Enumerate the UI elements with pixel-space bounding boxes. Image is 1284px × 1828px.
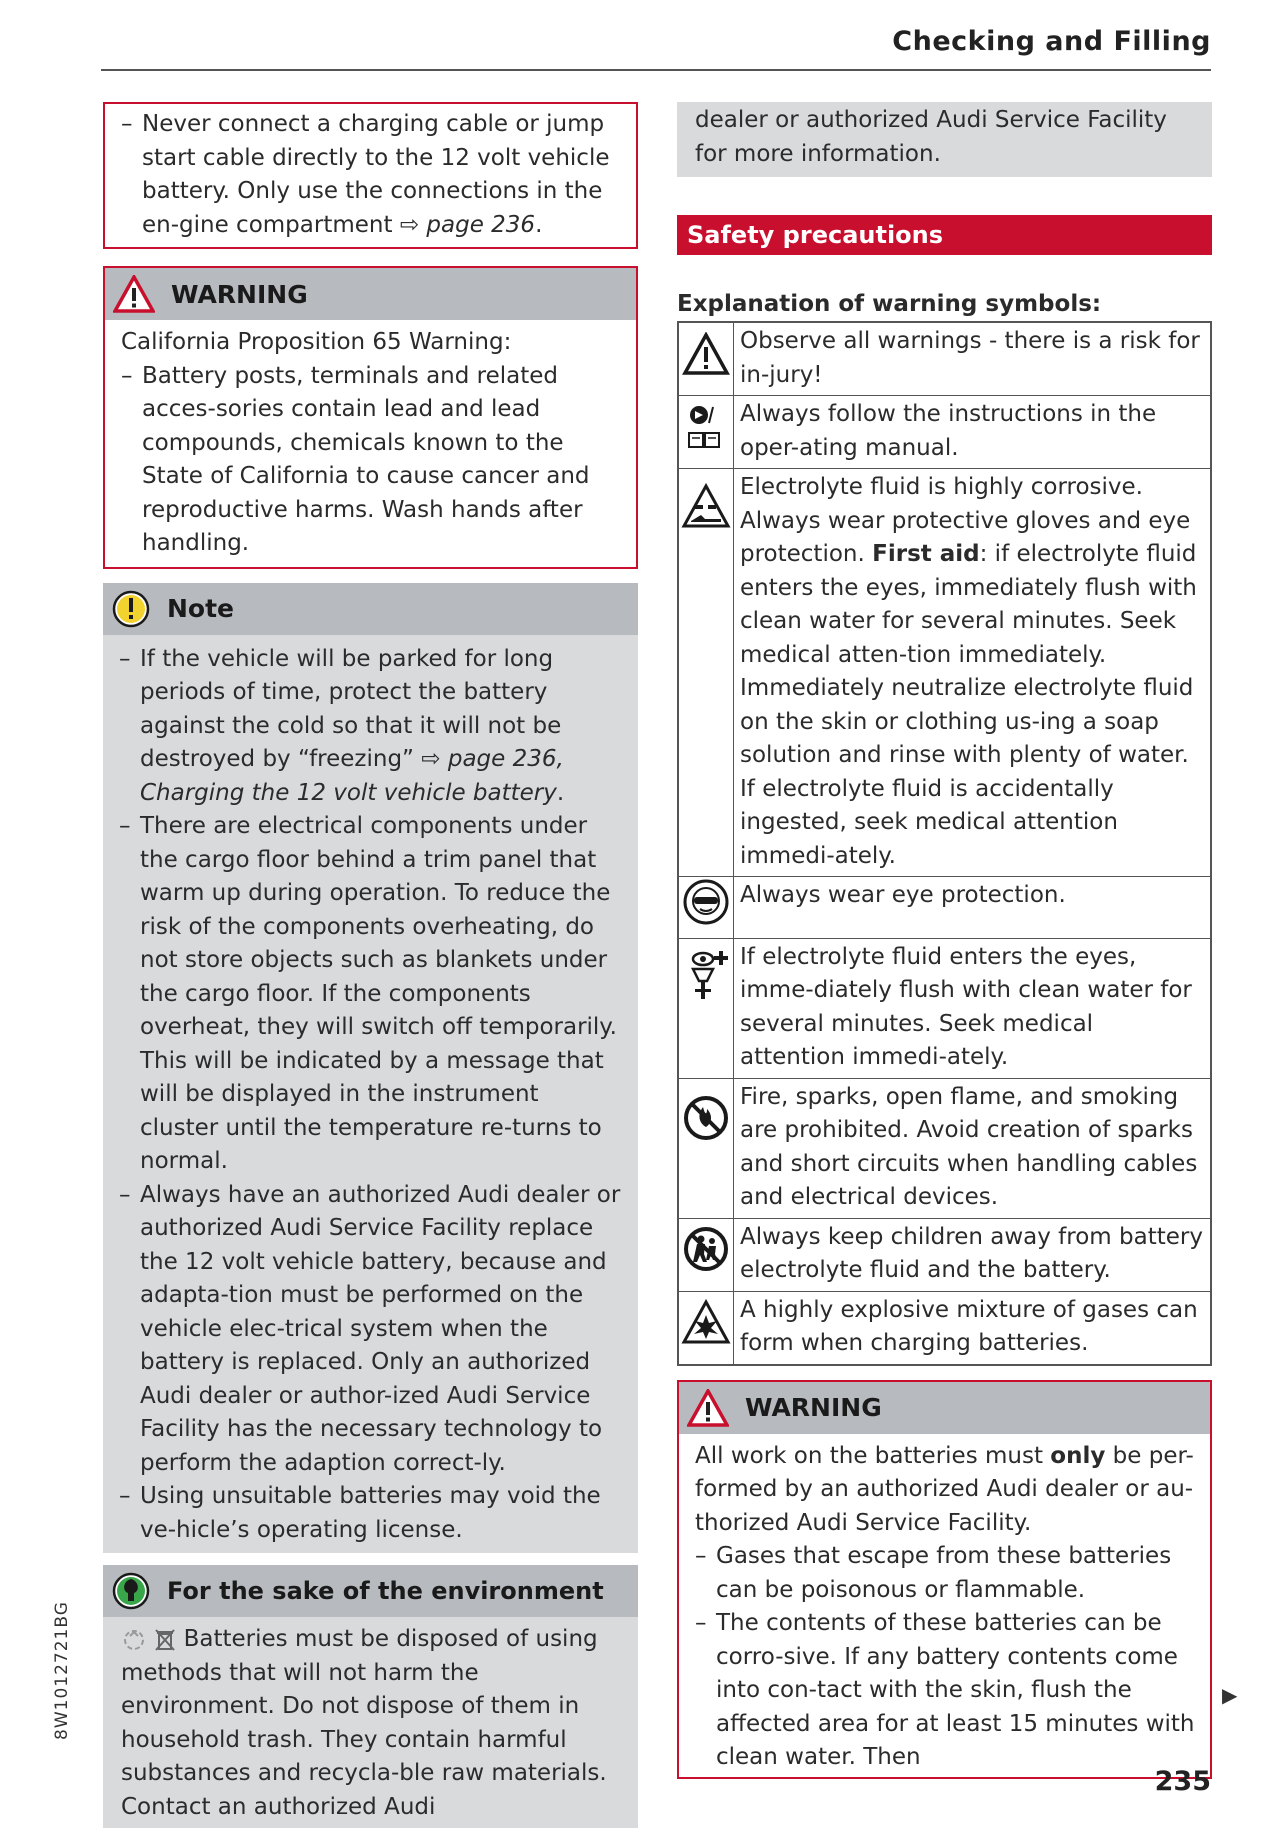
table-row — [678, 396, 1211, 469]
note-box — [103, 583, 638, 1554]
warning-item: – The contents of these batteries can be corro-sive. If any battery contents come into con-tact with the skin, flush the affected area for at least 15 minutes with clean water. Then — [695, 1607, 1196, 1775]
crossed-bin-icon — [154, 1628, 176, 1652]
first-aid-text: : if electrolyte fluid enters the eyes, immediately flush with clean water for several minutes. Seek medical atten-tion immediately. Immediately neutralize electrolyte fluid on the skin or clothing us-ing a soap solution and rinse with plenty of water. If electrolyte fluid is accidentally ingested, seek medical attention immedi-ately. — [740, 541, 1197, 869]
table-row — [678, 1291, 1211, 1365]
right-column — [677, 102, 1212, 1779]
no-fire-icon — [681, 1093, 731, 1143]
table-row — [678, 938, 1211, 1078]
eye-wash-icon — [681, 949, 731, 1003]
warning-box-prop65 — [103, 266, 638, 569]
note-item: – Using unsuitable batteries may void the ve-hicle’s operating license. — [119, 1480, 624, 1547]
corrosive-icon — [681, 483, 731, 529]
symbol-text: Electrolyte fluid is highly corrosive. Always wear protective gloves and eye protection. — [740, 474, 1191, 567]
note-item: – If the vehicle will be parked for long periods of time, protect the battery against the cold so that it will not be destroyed by “freezing” ⇨ page 236, Charging the 12 volt vehicle battery. — [119, 643, 624, 811]
warning-item: – Battery posts, terminals and related acces-sories contain lead and lead compounds, chemicals known to the State of California to cause cancer and reproductive harms. Wash hands after handling. — [121, 360, 622, 561]
page-number: 235 — [1154, 1766, 1211, 1797]
symbol-text: Always keep children away from battery electrolyte fluid and the battery. — [740, 1223, 1203, 1283]
note-item: – Always have an authorized Audi dealer or authorized Audi Service Facility replace the 12 volt vehicle battery, because and adapta-tion must be performed on the vehicle elec-trical system when the battery is replaced. Only an authorized Audi dealer or author-ized Audi Service Facility has the necessary technology to perform the adaption correct-ly. — [119, 1179, 624, 1481]
caution-text: Never connect a charging cable or jump start cable directly to the 12 volt vehicle battery. Only use the connections in the en-gine compartment — [142, 111, 610, 238]
note-page-link[interactable]: ⇨ page 236, Charging the 12 volt vehicle battery — [140, 746, 564, 806]
table-heading: Explanation of warning symbols: — [677, 291, 1102, 317]
table-row — [678, 877, 1211, 939]
warning-intro: California Proposition 65 Warning: — [121, 329, 512, 355]
environment-header — [103, 1565, 638, 1617]
note-title: Note — [167, 594, 235, 623]
environment-continuation: dealer or authorized Audi Service Facility for more information. — [677, 102, 1212, 177]
eye-protection-icon — [681, 877, 731, 927]
warning-header — [679, 1382, 1210, 1434]
warning-triangle-icon — [682, 332, 730, 376]
warning-symbols-table — [677, 321, 1212, 1366]
warning-triangle-icon — [687, 1389, 729, 1427]
explosive-icon — [681, 1299, 731, 1345]
warning-header — [105, 268, 636, 320]
table-row — [678, 322, 1211, 396]
warning-title: WARNING — [171, 279, 308, 309]
symbol-text: Always wear eye protection. — [740, 882, 1066, 908]
environment-text: Batteries must be disposed of using methods that will not harm the environment. Do not dispose of them in household trash. They contain harmful substances and recycla-ble raw materials. Contact an authorized Audi — [121, 1626, 607, 1820]
warning-box-batteries — [677, 1380, 1212, 1779]
symbol-text: Observe all warnings - there is a risk for in-jury! — [740, 328, 1200, 388]
symbol-text: A highly explosive mixture of gases can form when charging batteries. — [740, 1296, 1198, 1356]
recycle-icon — [121, 1628, 147, 1652]
environment-title: For the sake of the environment — [167, 1577, 604, 1605]
environment-tree-icon — [111, 1571, 151, 1611]
warning-item: – Gases that escape from these batteries can be poisonous or flammable. — [695, 1540, 1196, 1607]
warning-intro: All work on the batteries must only be per-formed by an authorized Audi dealer or au-thorized Audi Service Facility. — [695, 1442, 1194, 1536]
note-item: – There are electrical components under the cargo floor behind a trim panel that warm up during operation. To reduce the risk of the components overheating, do not store objects such as blankets under the cargo floor. If the components overheat, they will switch off temporarily. This will be indicated by a message that will be displayed in the instrument cluster until the temperature re-turns to normal. — [119, 810, 624, 1179]
table-row — [678, 1218, 1211, 1291]
caution-box: – Never connect a charging cable or jump start cable directly to the 12 volt vehicle battery. Only use the connections in the en-gine compartment ⇨ page 236. — [103, 102, 638, 249]
left-column — [103, 102, 638, 1828]
note-exclamation-icon — [111, 589, 151, 629]
table-row — [678, 469, 1211, 877]
table-row — [678, 1078, 1211, 1218]
note-header — [103, 583, 638, 635]
environment-box — [103, 1565, 638, 1828]
section-title: Safety precautions — [677, 215, 1212, 255]
caution-page-link[interactable]: ⇨ page 236 — [399, 211, 536, 238]
continue-arrow-icon: ▶ — [1222, 1683, 1238, 1707]
document-code: 8W1012721BG — [52, 1601, 72, 1740]
header-rule — [101, 69, 1211, 71]
symbol-text: Fire, sparks, open flame, and smoking are prohibited. Avoid creation of sparks and short circuits when handling cables and electrical devices. — [740, 1083, 1198, 1210]
symbol-text: If electrolyte fluid enters the eyes, imme-diately flush with clean water for several minutes. Seek medical attention immedi-ately. — [740, 943, 1192, 1070]
manual-icon — [683, 399, 729, 455]
symbol-text: Always follow the instructions in the oper-ating manual. — [740, 401, 1157, 461]
warning-triangle-icon — [113, 275, 155, 313]
page-header-title: Checking and Filling — [892, 26, 1211, 57]
no-children-icon — [681, 1224, 731, 1274]
first-aid-label: First aid — [872, 541, 980, 567]
warning-title: WARNING — [745, 1393, 882, 1422]
